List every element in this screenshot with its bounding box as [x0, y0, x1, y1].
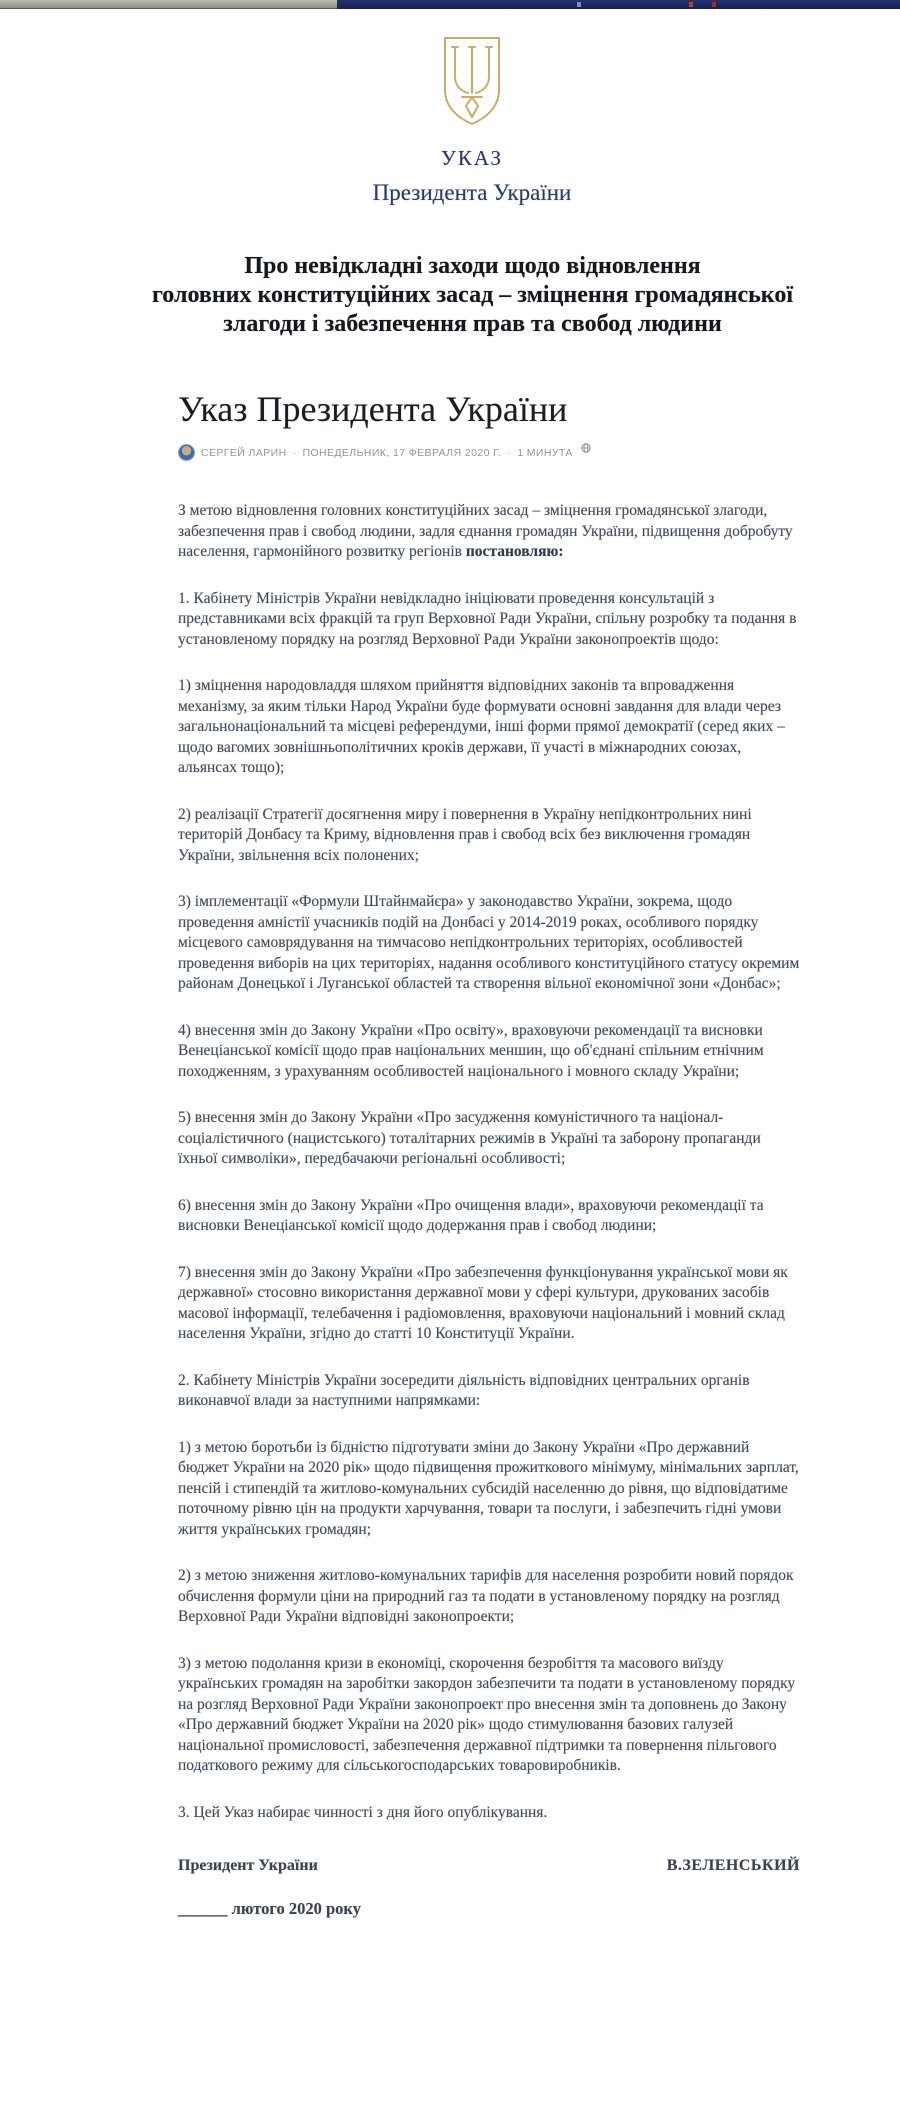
decree-paragraph: 1) з метою боротьби із бідністю підготувати зміни до Закону України «Про державний бюджет України на 2020 рік» щодо підвищення прожиткового мінімуму, мінімальних зарплат, пенсій і стипендій та житлово-комунальних субсидій населенню до рівня, що відповідатиме поточному рівню цін на продукти харчування, товари та послуги, і забезпечить гідні умови життя українських громадян; [178, 1438, 799, 1538]
decree-title-line: злагоди і забезпечення прав та свобод людини [223, 311, 722, 337]
globe-privacy-icon [581, 443, 591, 456]
ukraine-trident-emblem-icon [438, 35, 506, 132]
decree-paragraph: 7) внесення змін до Закону України «Про забезпечення функціонування української мови як державної» стосовно використання державної мови у сфері культури, друкованих засобів масової інформації, телебачення і радіомовлення, враховуючи національний і мовний склад населення України, згідно до статті 10 Конституції України. [178, 1263, 788, 1342]
decree-paragraph: 2) реалізації Стратегії досягнення миру і повернення в Україну непідконтрольних нині територій Донбасу та Криму, відновлення прав і свобод всіх без виключення громадян України, звільнення всіх полонених; [178, 805, 752, 864]
signature-office: Президент України [178, 1857, 318, 1874]
author-name[interactable]: СЕРГЕЙ ЛАРИН [201, 446, 287, 459]
byline-separator: · [507, 446, 512, 459]
decree-paragraph: 3) з метою подолання кризи в економіці, скорочення безробіття та масового виїзду українських громадян на заробітки закордон забезпечити та подати в установленому порядку на розгляд Верховної Ради України законопроект про внесення змін та доповнень до Закону «Про державний бюджет України на 2020 рік» щодо стимулювання базових галузей національної промисловості, забезпечення державної підтримки та повернення пільгового податкового режиму для сільськогосподарських товаровиробників. [178, 1654, 796, 1774]
date-line: ______ лютого 2020 року [178, 1899, 361, 1918]
note-article [178, 389, 823, 1919]
decree-heading-president: Президента України [372, 180, 572, 205]
decree-masthead [0, 9, 900, 206]
decree-body [178, 501, 800, 1919]
decree-title-line: головних конституційних засад – зміцнення громадянської [152, 282, 793, 308]
window-titlebar-right [337, 0, 900, 9]
decree-paragraph: 1. Кабінету Міністрів України невідкладно ініціювати проведення консультацій з представниками всіх фракцій та груп Верховної Ради України, спільну розробку та подання в установленому порядку на розгляд Верховної Ради України законопроектів щодо: [178, 589, 797, 648]
decree-paragraph: 5) внесення змін до Закону України «Про засудження комуністичного та націонал-соціалістичного (нацистського) тоталітарних режимів в Україні та заборону пропаганди їхньої символіки», передбачаючи регіональні особливості; [178, 1109, 761, 1167]
signature-name: В.ЗЕЛЕНСЬКИЙ [666, 1857, 800, 1874]
page-title: Указ Президента України [178, 389, 568, 429]
read-time: 1 МИНУТА [517, 446, 573, 459]
window-titlebar-left [0, 0, 337, 9]
decree-title [100, 252, 845, 339]
decree-paragraph: 4) внесення змін до Закону України «Про освіту», враховуючи рекомендації та висновки Венеціанської комісії щодо прав національних меншин, що об'єднані спільним етнічним походженням, з урахуванням особливостей національного і мовного складу України; [178, 1021, 764, 1080]
intro-text: З метою відновлення головних конституційних засад – зміцнення громадянської злагоди, забезпечення прав і свобод людини, задля єднання громадян України, підвищення добробуту населення, гармонійного розвитку регіонів [178, 502, 793, 560]
decree-paragraph: 3. Цей Указ набирає чинності з дня його опублікування. [178, 1803, 548, 1821]
decree-heading-ukaz: УКАЗ [440, 146, 504, 170]
decree-paragraphs [178, 589, 800, 1824]
titlebar-artifact-blue [577, 2, 581, 7]
byline [178, 444, 823, 461]
signature-row [178, 1857, 800, 1875]
author-avatar[interactable] [178, 444, 195, 461]
intro-bold-word: постановляю: [465, 543, 564, 560]
decree-paragraph: 1) зміцнення народовладдя шляхом прийняття відповідних законів та впровадження механізму, за яким тільки Народ України буде формувати основні завдання для влади через загальнонаціональний та місцеві референдуми, інші форми прямої демократії (серед яких – щодо вагомих зовнішньополітичних кроків держави, її участі в міжнародних союзах, альянсах тощо); [178, 677, 785, 776]
decree-paragraph-intro [178, 501, 800, 563]
decree-title-line: Про невідкладні заходи щодо відновлення [244, 253, 701, 279]
decree-paragraph: 2) з метою зниження житлово-комунальних тарифів для населення розробити новий порядок обчислення формули ціни на природний газ та подати в установленому порядку на розгляд Верховної Ради України відповідні законопроекти; [178, 1567, 794, 1625]
byline-separator: · [292, 446, 297, 459]
titlebar-artifact-red [689, 2, 693, 7]
decree-paragraph: 3) імплементації «Формули Штайнмайєра» у законодавство України, зокрема, щодо проведення амністії учасників подій на Донбасі у 2014-2019 роках, особливого порядку місцевого самоврядування на тимчасово непідконтрольних територіях, особливостей проведення виборів на цих територіях, надання особливого конституційного статусу окремим районам Донецької і Луганської областей та створення вільної економічної зони «Донбас»; [178, 893, 800, 992]
post-date: ПОНЕДЕЛЬНИК, 17 ФЕВРАЛЯ 2020 Г. [302, 446, 502, 459]
browser-chrome-fragment [0, 0, 900, 9]
decree-paragraph: 6) внесення змін до Закону України «Про очищення влади», враховуючи рекомендації та висновки Венеціанської комісії щодо додержання прав і свобод людини; [178, 1196, 764, 1234]
titlebar-artifact-red [712, 2, 716, 7]
decree-paragraph: 2. Кабінету Міністрів України зосередити діяльність відповідних центральних органів виконавчої влади за наступними напрямками: [178, 1371, 750, 1409]
